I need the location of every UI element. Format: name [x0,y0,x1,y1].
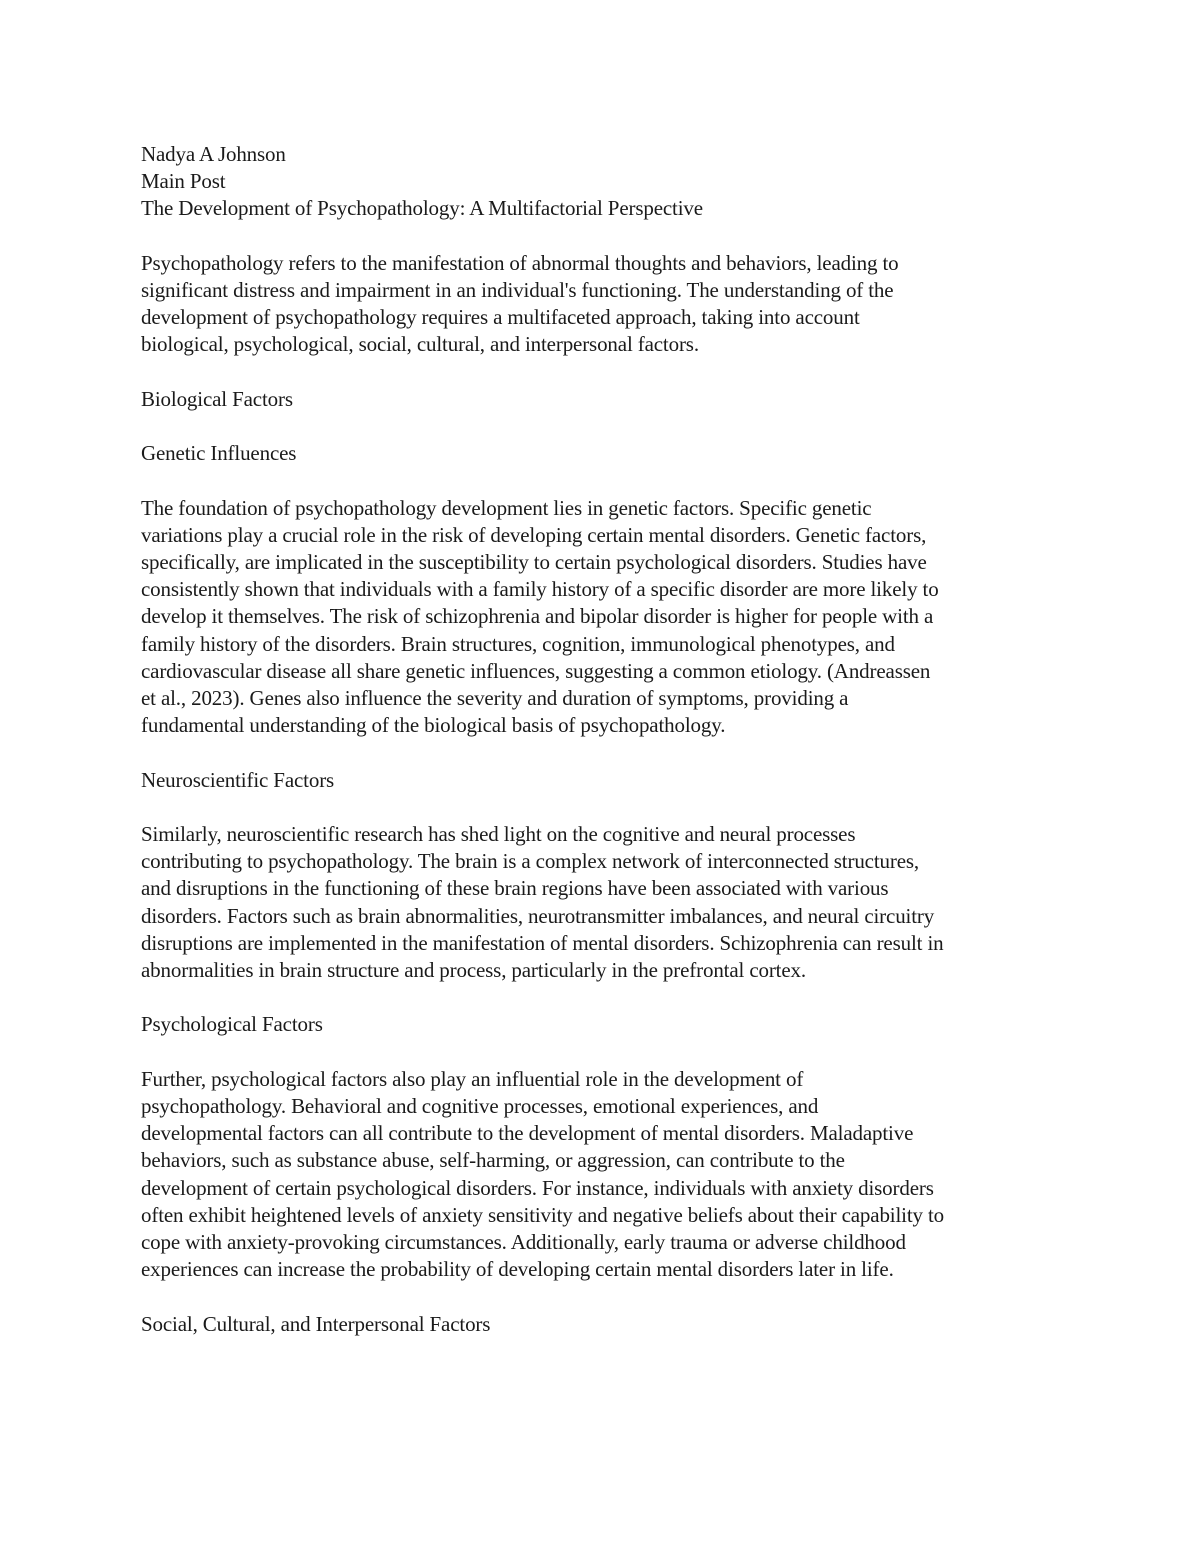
psychological-paragraph [141,1066,1071,1284]
paragraph-line: experiences can increase the probability of developing certain mental disorders later in life. [141,1257,894,1282]
paragraph-line: specifically, are implicated in the susceptibility to certain psychological disorders. Studies have [141,549,927,574]
paragraph-line: cardiovascular disease all share genetic influences, suggesting a common etiology. (Andreassen [141,658,931,683]
paragraph-line: Psychopathology refers to the manifestation of abnormal thoughts and behaviors, leading to [141,250,899,275]
intro-paragraph [141,250,1071,359]
section-heading-social [141,1311,1071,1338]
paragraph-line: contributing to psychopathology. The brain is a complex network of interconnected structures, [141,849,920,874]
paragraph-line: psychopathology. Behavioral and cognitive processes, emotional experiences, and [141,1093,819,1118]
paragraph-line: et al., 2023). Genes also influence the severity and duration of symptoms, providing a [141,686,849,710]
section-heading-psychological [141,1011,1071,1038]
genetic-paragraph [141,495,1071,740]
paragraph-line: behaviors, such as substance abuse, self-harming, or aggression, can contribute to the [141,1148,845,1173]
paragraph-line: disorders. Factors such as brain abnormalities, neurotransmitter imbalances, and neural circuitry [141,903,935,928]
heading-text: Biological Factors [141,386,293,411]
paragraph-line: cope with anxiety-provoking circumstances. Additionally, early trauma or adverse childhood [141,1230,906,1254]
paragraph-line: variations play a crucial role in the risk of developing certain mental disorders. Genetic factors, [141,522,927,547]
post-type: Main Post [141,169,226,194]
paragraph-line: developmental factors can all contribute to the development of mental disorders. Maladaptive [141,1121,914,1146]
paragraph-line: develop it themselves. The risk of schizophrenia and bipolar disorder is higher for people with a [141,604,934,629]
heading-text: Social, Cultural, and Interpersonal Factors [141,1311,491,1336]
paragraph-line: development of certain psychological disorders. For instance, individuals with anxiety disorders [141,1175,934,1200]
paragraph-line: often exhibit heightened levels of anxiety sensitivity and negative beliefs about their capability to [141,1202,945,1227]
paragraph-line: and disruptions in the functioning of these brain regions have been associated with various [141,876,889,901]
paragraph-line: Similarly, neuroscientific research has shed light on the cognitive and neural processes [141,821,856,846]
document-body [141,141,1071,1338]
paragraph-line: biological, psychological, social, cultural, and interpersonal factors. [141,332,699,357]
heading-text: Genetic Influences [141,441,297,466]
paragraph-line: fundamental understanding of the biological basis of psychopathology. [141,713,726,738]
paragraph-line: significant distress and impairment in an individual's functioning. The understanding of the [141,278,894,302]
paragraph-line: disruptions are implemented in the manifestation of mental disorders. Schizophrenia can result in [141,930,944,955]
document-title: The Development of Psychopathology: A Multifactorial Perspective [141,196,703,221]
paragraph-line: consistently shown that individuals with a family history of a specific disorder are more likely to [141,577,939,602]
author-name: Nadya A Johnson [141,142,286,166]
heading-text: Neuroscientific Factors [141,767,335,792]
paragraph-line: The foundation of psychopathology development lies in genetic factors. Specific genetic [141,495,872,520]
header-block [141,141,1071,223]
paragraph-line: development of psychopathology requires a multifaceted approach, taking into account [141,305,860,330]
paragraph-line: family history of the disorders. Brain structures, cognition, immunological phenotypes, and [141,631,895,656]
section-heading-biological [141,386,1071,413]
section-heading-neuroscientific [141,767,1071,794]
paragraph-line: abnormalities in brain structure and process, particularly in the prefrontal cortex. [141,958,806,982]
heading-text: Psychological Factors [141,1012,323,1037]
paragraph-line: Further, psychological factors also play an influential role in the development of [141,1066,804,1091]
section-heading-genetic [141,440,1071,467]
neuroscientific-paragraph [141,821,1071,984]
